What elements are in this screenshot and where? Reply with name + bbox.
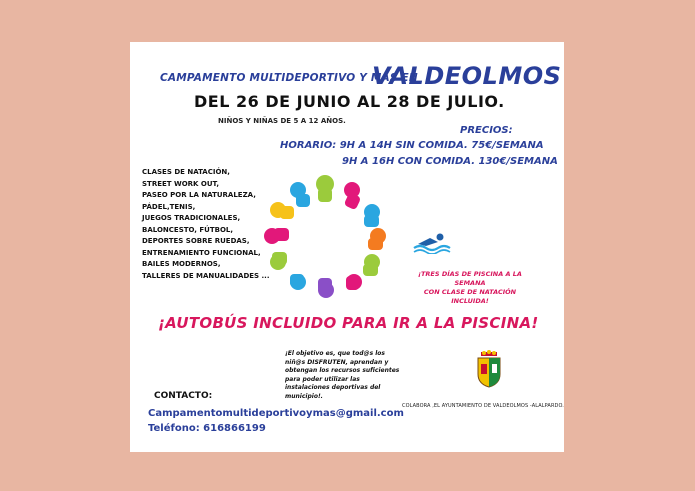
sport-kids-ring-icon <box>260 170 390 302</box>
colabora-text: COLABORA ,EL AYUNTAMIENTO DE VALDEOLMOS -ALALPARDO. <box>402 403 565 409</box>
activity-item: ENTRENAMIENTO FUNCIONAL, <box>142 248 261 257</box>
price-line-1: HORARIO: 9H A 14H SIN COMIDA. 75€/SEMANA <box>280 140 544 151</box>
activity-item: JUEGOS TRADICIONALES, <box>142 214 241 222</box>
price-line-2: 9H A 16H CON COMIDA. 130€/SEMANA <box>342 156 558 167</box>
objective-text: ¡El objetivo es, que tod@s los niñ@s DISFRUTEN, aprendan y obtengan los recursos suficientes para poder utilizar las instalaciones deportivas del municipio!. <box>285 350 400 400</box>
activity-item: PASEO POR LA NATURALEZA, <box>142 191 256 199</box>
activity-item: TALLERES DE MANUALIDADES ... <box>142 271 270 280</box>
poster <box>130 42 564 452</box>
title-small: CAMPAMENTO MULTIDEPORTIVO Y MÁS EN <box>160 72 418 84</box>
bus-banner: ¡AUTOBÚS INCLUIDO PARA IR A LA PISCINA! <box>158 314 539 332</box>
pool-note-line-2: CON CLASE DE NATACIÓN INCLUIDA! <box>423 288 517 305</box>
pool-note <box>405 270 535 306</box>
activity-item: STREET WORK OUT, <box>142 179 219 188</box>
activities-list <box>142 167 272 282</box>
pool-note-line-1: ¡TRES DÍAS DE PISCINA A LA SEMANA <box>418 270 522 287</box>
ages: NIÑOS Y NIÑAS DE 5 A 12 AÑOS. <box>218 117 346 125</box>
activity-item: DEPORTES SOBRE RUEDAS, <box>142 237 250 245</box>
title-valdeolmos: VALDEOLMOS <box>372 62 562 90</box>
activity-item: BAILES MODERNOS, <box>142 260 221 268</box>
activity-item: CLASES DE NATACIÓN, <box>142 168 230 176</box>
contact-phone[interactable]: Teléfono: 616866199 <box>148 423 266 434</box>
activity-item: PÁDEL,TENIS, <box>142 202 196 211</box>
swimmer-icon <box>412 232 452 254</box>
dates: DEL 26 DE JUNIO AL 28 DE JULIO. <box>194 92 505 111</box>
activity-item: BALONCESTO, FÚTBOL, <box>142 225 234 234</box>
contact-email[interactable]: Campamentomultideportivoymas@gmail.com <box>148 408 404 419</box>
contact-label: CONTACTO: <box>154 391 213 401</box>
prices-label: PRECIOS: <box>460 125 513 136</box>
coat-of-arms-icon <box>475 350 503 388</box>
